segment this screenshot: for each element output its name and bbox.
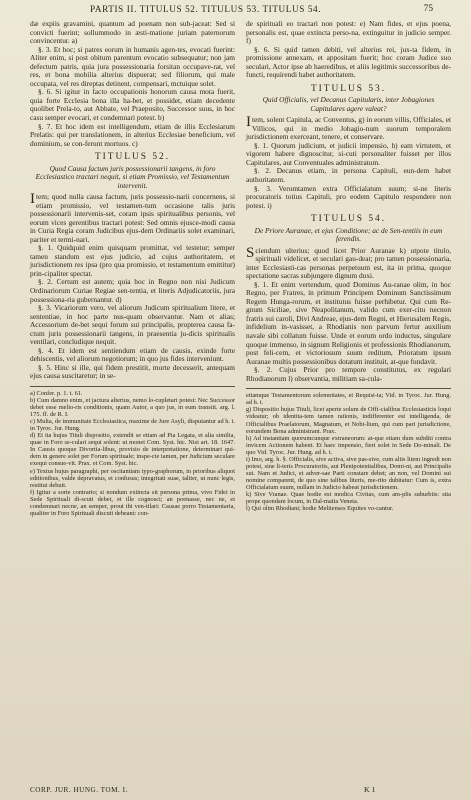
footnote: etiamque Testamentorum solemnitates, et Requisi-ta; Vid. in Tyroc. Jur. Hung. ad h. t.: [246, 392, 451, 407]
right-paragraph-9: §. 2. Cujus Prior pro tempore constitutus, ex regulari Rhodianorum l) observantia, militiam sa-cula-: [246, 365, 451, 383]
left-paragraph-6: §. 1. Quidquid enim quisquam promittat, vel testetur; semper tamen standum est ejus judicio, ad cujus authoritatem, et jurisdictionem res ipsa (pro qua promissio, et testamentum emittitur) prin-cipaliter spectat.: [30, 243, 235, 278]
right-column: [246, 20, 451, 512]
footnote: d) Et ita hujus Tituli dispositio, extendit se etiam ad Pia Legata, et alia similia, quae in Foro se-culari sequi solent: ut monet Com. Syst. hic. Nisi art. 18. 1647. In Causis quoque Divortia-libus, provisio de interpretatione, determinari qui-dem in genere solet per Forum spirituale; inspe-cie tamen, per Judicium seculare exequi consue-vit. Prax. et Com. Syst. hic.: [30, 432, 235, 468]
left-footnotes: [30, 390, 235, 517]
right-paragraph-3: [246, 116, 451, 142]
drop-cap-initial: S: [246, 244, 255, 261]
volume-footer: CORP. JUR. HUNG. TOM. I.: [30, 786, 128, 794]
footnote: e) Textus hujus paragraphi, per oscitantiam typo-graphorum, in prioribus aliquot editionibus, valde depravatus, et confusus; integritati suae, taliter, ut nunc legis, restitui debuit.: [30, 467, 235, 489]
title-52-heading: TITULUS 52.: [94, 152, 171, 163]
right-paragraph-3-text: tem, solent Capitula, ac Conventus, g) in eorum villis, Officiales, et Villicos, qui in medio Jobagio-num suorum temporalem jurisdictionem exerceant, tenere, et conservare.: [246, 115, 451, 142]
right-paragraph-5: §. 2. Decanus etiam, in persona Capituli, eun-dem habet authoritatem.: [246, 166, 451, 185]
right-footnotes: [246, 392, 451, 512]
left-paragraph-2: §. 3. Et hoc; si patres eorum in humanis agen-tes, evocati fuerint: Aliter enim, si post obitum parentum evocatio subsequatur; non jam defectum patris, quia jura possessionaria forsitan occupave-rat, vel res, et bona mobilia alterius dispuerat; sed filiorum, qui male occupata, vel res direptas detinent, compensari, mctuique solet.: [30, 44, 235, 88]
right-paragraph-8: §. 1. Et enim vertendum, quod Dominus Au-ranae olim, in hoc Regno, per Fratres, in primum Principem Dominum Sanctissimum Regem Hunga-rorum, et institutus fuisse perhibetur. Qui cum Re-gnum Siciliae, sive Neapolitanum, valido cum exer-citu necnon fratris sui caroli, Divi Andreae, ejus-dem Regni, et Hierusalem Regis, infidelium in-vasisset, a Rhodianis non parvum fertur auxilium navale sibi collatum fuisse. Unde et eorum ordo inductus, singulare quoque immenso, in signum Religionis et professionis Rhodianorum, post feli-cem, et victoriosum suum reditum, Prioratum ipsum Auranae multis possessionibus dotatum instituit, at-que fundavit.: [246, 279, 451, 366]
left-paragraph-5-text: tem; quod nulla causa factum, juris possessio-narii concernens, si etiam promissio, vel testamen-tum occasione talis juris possessionarii intervenis-set, coram ipsis spiritualibus personis, vel eorum vices gerentibus tractari potest: Sed omnis ejusce-modi causa in Curia Regia coram Judicibus ejus-dem Ordinariis solet examinari, pariter et termi-nari.: [30, 191, 235, 244]
footnote: k) Sive Vranae. Quae hodie est modica Civitas, cum am-plis suburbiis: sita prope quondam locum, in Dal-matia Veneta.: [246, 490, 451, 506]
left-paragraph-4: §. 7. Et hoc idem est intelligendum, etiam de illis Ecclesiarum Prelatis: qui per translationem, in alterius Ecclesiae beneficium, vel dominium, se con-ferunt mortuos. c): [30, 121, 235, 148]
footnote: a) Confer. p. 1. t. 61.: [30, 390, 83, 397]
left-paragraph-3: §. 6. Si igitur in facto occupationis honorum causa mota fuerit, quia forte Ecclesia bona illa ha-bet, et possidet, etiam decedente quolibet Prela-to, aut Abbate, vel Praeposito, Successor suus, in hoc casu semper evocari, et condemnari potest. b): [30, 87, 235, 123]
footnote: b) Cum damno enim, et jactura alterius, nemo lo-cupletari potest: Nec Successor debet esse melio-ris conditionis, quam Autor, a quo jus, in eum transiit. arg. l. 175. ff. de R. I.: [30, 397, 235, 419]
left-paragraph-8: §. 3. Vicariorum vero, vel aliorum Judicum spiritualium litere, et sententiae, in hoc parte nus-quam observantur. Nam et alias; Accessorium de-bet sequi forum sui principalis, propterea causa fa-ctum juris possessionarii tangens, in praesentia ju-dicis spiritualis ventilari, concludique nequit.: [30, 303, 235, 347]
footnote: h) Ad instantiam quorumcunque extraneorum: at-que etiam dum subditi contra invicem Actionem habent. Et haec impensio, fieri solet in Sede Do-minali. De quo Vid. Tyroc. Jur. Hung. ad h. t.: [246, 434, 451, 456]
page-header: [0, 4, 471, 18]
right-paragraph-2: §. 6. Si quid tamen debiti, vel alterius rei, jux-ta fidem, in promissione annexam, et appositam fuerit; hoc coram Judice suo seculari, Actor ipse ab haeredibus, et aliis legitimis successoribus de-functi, requirendi habet authoritatem.: [246, 44, 451, 80]
left-paragraph-7: §. 2. Certum est autem; quia hoc in Regno non nisi Judicum Ordinariorum Curiae Regiae sen-tentia, et literis Adjudicatoriis, jura possessiona-ria gubernantur. d): [30, 277, 235, 304]
drop-cap-initial: I: [246, 114, 251, 131]
footnote: l) Qui olim Rhodiani; hodie Melitenses Equites vo-cantur.: [246, 505, 394, 513]
title-54-rubric: De Priore Auranae, et ejus Conditione; ac de Sen-tentiis in eum ferendis.: [254, 225, 443, 244]
footnote: g) Dispositio hujus Tituli, licet aperte solum de Offi-cialibus Ecclesiasticis loqui videatur; ob identita-tem tamen rationis, indifferenter est intelligenda, de Officialibus Praelatorum, Magnatum, et Nobi-lium, qui cum pari jurisdictione, eorundem Bona administrant. Prax.: [246, 406, 451, 435]
footnote: i) Imo, arg. h. §. Officialis, sive activa, sive pas-sive, cum aliis litem ingredi non potest, sine li-teris Procuratoriis, aut Plenipotentialibus, Domi-ni, aut Principalis sui. Nam et Judici, et adver-sae Parti constare debet; an non, vel Domini sui nomine comparent, de quo sine talibus literis, me-rito dubitatur: Cum is, extra Officialatum suum, nullam in Judicio habeat jurisdictionem.: [246, 455, 451, 491]
left-paragraph-10: §. 5. Hinc si ille, qui fidem prestitit, morte decesserit, antequam ejus causa suscitaretur; in se-: [30, 362, 235, 381]
left-column: [30, 20, 235, 517]
left-paragraph-5: [30, 190, 235, 244]
right-paragraph-4: §. 1. Quorum judicium, et judicii impensio, h) eam virtutem, et vigorem habere dignoscitur, si-cuti personaliter fuisset per illos Capitulares, aut Conventuales administratum.: [246, 140, 451, 167]
left-paragraph-9: §. 4. Et idem est sentiendum etiam de causis, exinde forte dehiscentis, vel aliorum negotiorum; in quo jus fides interveniunt.: [30, 345, 235, 364]
footnote: f) Igitur a sorte contrario; si nondum extincta sit persona prima, vivo Fidei in Sede Spirituali di-scuti debet, et ille cognosci; an poenasse, nec ne, et condemnari necne, an semper, prout ibi ven-tilari: Causae porro Testamentaria, qualiter in Foro Spirituali discuti debeant: con-: [30, 488, 235, 517]
running-head: PARTIS II. TITULUS 52. TITULUS 53. TITULUS 54.: [90, 4, 322, 14]
footnote: c) Multa, de immunitate Ecclesiastica, maxime de Jure Asyli, disputantur ad h. t. in Tyroc. Jur. Hung.: [30, 418, 235, 433]
right-paragraph-1: de spirituali eo tractari non potest: e) Nam fides, et ejus poena, personalis est, quae extincta perso-na, extinguitur in judicio semper. f): [246, 19, 451, 46]
title-54-heading: TITULUS 54.: [310, 214, 387, 225]
right-paragraph-7-text: ciendum ulterius; quod licet Prior Auranae k) utpote titulo, spirituali videlicet, et seculari gau-deat; pro tamen possessionaria, inter Ecclesiasti-cas personas perpetuum est, ita in prima, quoque spectatione sacras subjungere dignum duxi.: [246, 245, 451, 281]
drop-cap-initial: I: [30, 190, 35, 207]
page-number: 75: [423, 4, 433, 14]
signature-mark: K 1: [364, 785, 376, 794]
footnote-divider: [30, 386, 235, 387]
right-paragraph-6: §. 3. Verumtamen extra Officialatum suum; si-ne literis procuratoris totius Capituli, pro eodem Capitulo respondere non potest. i): [246, 183, 451, 210]
title-53-heading: TITULUS 53.: [310, 83, 387, 94]
left-paragraph-1: dæ expiis gravamini, quantum ad poenam non sub-jaceat: Sed si convicti fuerint; sollummodo in æsti-matione juriam paternorum convincentur. a): [30, 19, 235, 46]
title-52-rubric: Quod Causa factum juris possessionarii tangens, in foro Ecclesiastico tractari nequit, si etiam Promissio, vel Testamentum intervenit.: [35, 163, 230, 190]
footnote-divider: [246, 388, 451, 389]
right-paragraph-7: [246, 244, 451, 281]
title-53-rubric: Quid Officialis, vel Decanus Capitularis, inter Jobagiones Capitulares agere valeat?: [262, 95, 435, 113]
